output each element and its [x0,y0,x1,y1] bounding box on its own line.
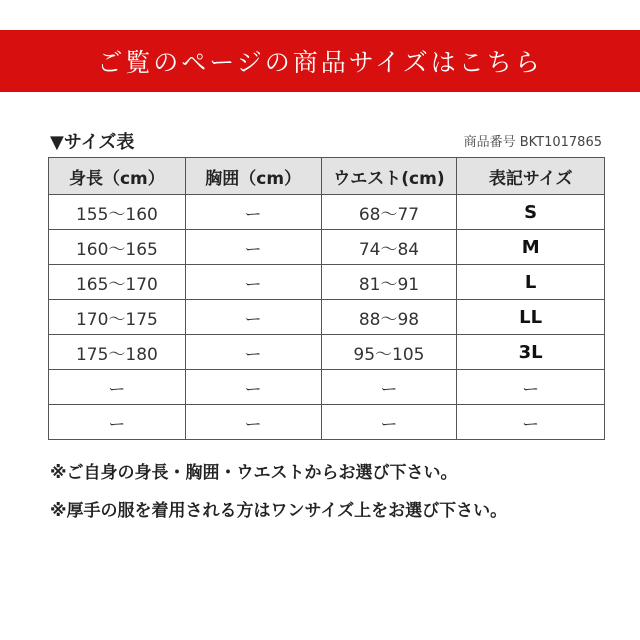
waist-cell: ー [321,370,457,405]
waist-cell: 74～84 [321,230,457,265]
height-cell: 155～160 [49,195,186,230]
size-cell: 3L [457,335,605,370]
size-table-title: ▼サイズ表 [50,132,135,153]
height-cell: ー [49,405,186,440]
table-row [49,195,605,230]
size-cell: S [457,195,605,230]
waist-cell: 81～91 [321,265,457,300]
height-cell: 170～175 [49,300,186,335]
waist-cell: 68～77 [321,195,457,230]
waist-cell: 88～98 [321,300,457,335]
table-row [49,370,605,405]
chest-cell: ー [185,195,321,230]
header-waist: ウエスト(cm) [321,158,457,195]
size-cell: M [457,230,605,265]
header-height: 身長（cm） [49,158,186,195]
table-header-row [49,158,605,195]
table-row [49,300,605,335]
chest-cell: ー [185,230,321,265]
height-cell: 175～180 [49,335,186,370]
chest-cell: ー [185,300,321,335]
table-row [49,335,605,370]
height-cell: 160～165 [49,230,186,265]
height-cell: ー [49,370,186,405]
size-cell: ー [457,405,605,440]
size-cell: L [457,265,605,300]
waist-cell: 95～105 [321,335,457,370]
header-banner [0,30,640,92]
chest-cell: ー [185,335,321,370]
size-cell: ー [457,370,605,405]
table-row [49,405,605,440]
size-table [48,157,605,440]
banner-text: ご覧のページの商品サイズはこちら [97,48,543,77]
chest-cell: ー [185,265,321,300]
table-row [49,265,605,300]
note-thick-clothing: ※厚手の服を着用される方はワンサイズ上をお選び下さい。 [50,501,508,521]
waist-cell: ー [321,405,457,440]
product-code: 商品番号 BKT1017865 [463,135,602,150]
chest-cell: ー [185,370,321,405]
table-row [49,230,605,265]
height-cell: 165～170 [49,265,186,300]
chest-cell: ー [185,405,321,440]
note-size-selection: ※ご自身の身長・胸囲・ウエストからお選び下さい。 [50,463,458,483]
header-chest: 胸囲（cm） [185,158,321,195]
header-size: 表記サイズ [457,158,605,195]
size-cell: LL [457,300,605,335]
